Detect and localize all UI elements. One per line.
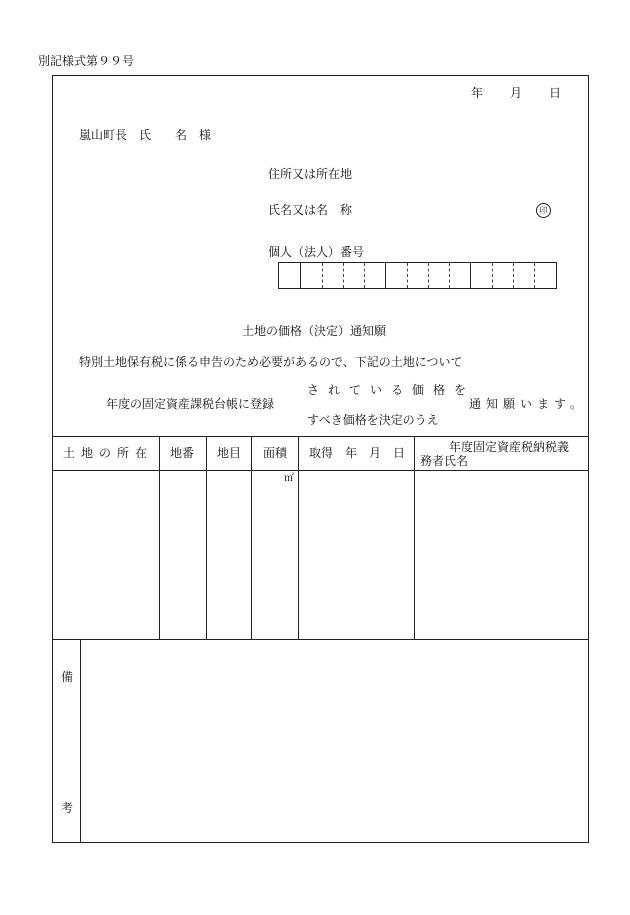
header-acquisition-date: 取得 年 月 日 — [309, 446, 406, 460]
document-title: 土地の価格（決定）通知願 — [242, 324, 387, 338]
body-line-2-prefix: 年度の固定資産課税台帳に登録 — [106, 397, 275, 411]
date-month-label: 月 — [510, 86, 523, 100]
body-line-2-suffix: 通知願います。 — [469, 397, 588, 411]
header-location: 土地の所在 — [63, 446, 154, 460]
addressee: 嵐山町長 氏 名 様 — [79, 128, 212, 142]
date-day-label: 日 — [549, 86, 562, 100]
date-year-label: 年 — [471, 86, 484, 100]
area-unit: ㎡ — [284, 473, 294, 484]
header-lot-number: 地番 — [170, 446, 195, 460]
header-taxpayer-line-2: 務者氏名 — [420, 454, 469, 468]
remarks-label-top: 備 — [61, 670, 74, 684]
option-registered-price: されている価格を — [307, 383, 476, 397]
address-label: 住所又は所在地 — [268, 167, 353, 181]
body-line-1: 特別土地保有税に係る申告のため必要があるので、下記の土地について — [79, 355, 463, 369]
seal-icon: 印 — [536, 203, 551, 218]
option-determine-price: すべき価格を決定のうえ — [307, 413, 439, 427]
remarks-area — [81, 640, 588, 842]
remarks-label-bottom: 考 — [61, 801, 74, 815]
header-area: 面積 — [263, 446, 288, 460]
header-taxpayer-line-1: 年度固定資産税納税義 — [449, 440, 570, 454]
header-land-type: 地目 — [217, 446, 242, 460]
name-label: 氏名又は名 称 — [268, 203, 353, 217]
form-number: 別記様式第９９号 — [38, 54, 135, 68]
personal-number-label: 個人（法人）番号 — [268, 245, 365, 259]
